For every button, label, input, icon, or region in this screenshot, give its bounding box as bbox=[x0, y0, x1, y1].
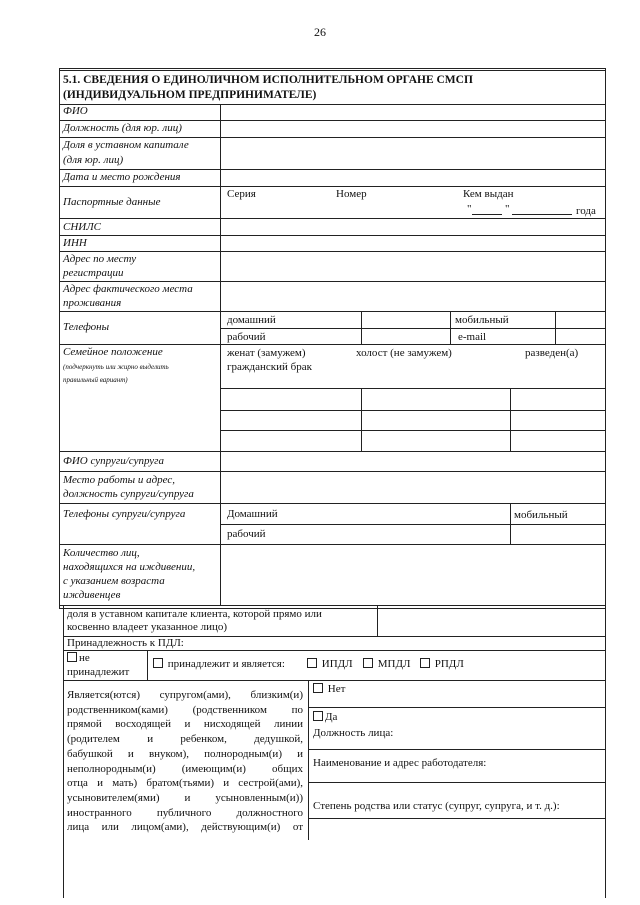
label-share-line2: (для юр. лиц) bbox=[63, 154, 124, 166]
row-divider bbox=[220, 430, 605, 431]
pdl-rpdl-option[interactable]: РПДЛ bbox=[420, 658, 464, 671]
row-divider bbox=[308, 818, 605, 819]
relative-yes-option[interactable]: Да bbox=[313, 711, 337, 724]
family-option-civil[interactable]: гражданский брак bbox=[227, 361, 312, 373]
checkbox-icon[interactable] bbox=[420, 658, 430, 668]
relative-kinship-label: Степень родства или статус (супруг, супруга, и т. д.): bbox=[313, 800, 560, 812]
col-divider bbox=[361, 311, 362, 344]
section-subtitle: (ИНДИВИДУАЛЬНОМ ПРЕДПРИНИМАТЕЛЕ) bbox=[63, 89, 317, 101]
checkbox-icon[interactable] bbox=[307, 658, 317, 668]
label-family-hint-line2: правильный вариант) bbox=[63, 376, 128, 384]
row-divider bbox=[59, 235, 605, 236]
label-spouse-work-line2: должность супруги/супруга bbox=[63, 488, 194, 500]
col-divider bbox=[510, 503, 511, 544]
phone-work-label: рабочий bbox=[227, 331, 266, 343]
section-title: 5.1. СВЕДЕНИЯ О ЕДИНОЛИЧНОМ ИСПОЛНИТЕЛЬНОМ ОРГАНЕ СМСП bbox=[63, 74, 473, 86]
col-divider bbox=[555, 311, 556, 344]
pdl-not-option[interactable]: не bbox=[67, 652, 90, 665]
relative-no-option[interactable]: Нет bbox=[313, 683, 345, 696]
table-right-border bbox=[605, 68, 606, 898]
label-fact-address-line2: проживания bbox=[63, 297, 122, 309]
pdl-heading: Принадлежность к ПДЛ: bbox=[67, 637, 184, 649]
phone-mobile-label: мобильный bbox=[455, 314, 509, 326]
row-divider bbox=[63, 650, 605, 651]
checkbox-icon[interactable] bbox=[363, 658, 373, 668]
row-divider bbox=[59, 311, 605, 312]
label-reg-address-line2: регистрации bbox=[63, 267, 124, 279]
label-dependents-line3: с указанием возраста bbox=[63, 575, 165, 587]
label-spouse-phones: Телефоны супруги/супруга bbox=[63, 508, 186, 520]
relative-position-label: Должность лица: bbox=[313, 727, 394, 739]
label-fio: ФИО bbox=[63, 105, 88, 117]
col-divider bbox=[377, 605, 378, 636]
row-divider bbox=[59, 137, 605, 138]
pdl-belongs-option[interactable]: принадлежит и является: bbox=[153, 658, 285, 671]
email-label: e-mail bbox=[458, 331, 487, 343]
label-position: Должность (для юр. лиц) bbox=[63, 122, 182, 134]
row-divider bbox=[59, 186, 605, 187]
relative-employer-label: Наименование и адрес работодателя: bbox=[313, 757, 487, 769]
page-number: 26 bbox=[314, 25, 326, 39]
passport-month-blank bbox=[512, 214, 572, 215]
row-divider bbox=[59, 169, 605, 170]
row-divider bbox=[308, 782, 605, 783]
checkbox-icon[interactable] bbox=[313, 711, 323, 721]
row-divider bbox=[220, 328, 605, 329]
row-divider bbox=[220, 524, 605, 525]
row-divider bbox=[59, 120, 605, 121]
label-birth: Дата и место рождения bbox=[63, 171, 181, 183]
table-top-border bbox=[59, 68, 605, 69]
col-divider bbox=[147, 650, 148, 680]
family-option-married[interactable]: женат (замужем) bbox=[227, 347, 306, 359]
checkbox-icon[interactable] bbox=[153, 658, 163, 668]
label-spouse-fio: ФИО супруги/супруга bbox=[63, 455, 164, 467]
row-divider bbox=[308, 707, 605, 708]
row-divider bbox=[59, 104, 605, 105]
row-divider bbox=[220, 388, 605, 389]
row-divider bbox=[59, 503, 605, 504]
label-passport: Паспортные данные bbox=[63, 196, 161, 208]
row-divider bbox=[59, 544, 605, 545]
inner-left-border bbox=[63, 605, 64, 898]
pdl-ipdl-option[interactable]: ИПДЛ bbox=[307, 658, 353, 671]
share-owned-text: доля в уставном капитале клиента, которой прямо или bbox=[67, 608, 322, 620]
row-divider bbox=[59, 251, 605, 252]
label-inn: ИНН bbox=[63, 237, 87, 249]
passport-issued-by-label: Кем выдан bbox=[463, 188, 514, 200]
row-divider bbox=[220, 410, 605, 411]
row-divider bbox=[59, 605, 605, 606]
spouse-phone-work-label: рабочий bbox=[227, 528, 266, 540]
family-option-divorced[interactable]: разведен(а) bbox=[525, 347, 579, 359]
row-divider bbox=[59, 281, 605, 282]
col-divider bbox=[361, 388, 362, 451]
label-dependents-line4: иждивенцев bbox=[63, 589, 121, 601]
label-column-divider bbox=[220, 104, 221, 605]
passport-number-label: Номер bbox=[336, 188, 367, 200]
checkbox-icon[interactable] bbox=[67, 652, 77, 662]
col-divider bbox=[510, 388, 511, 451]
family-option-single[interactable]: холост (не замужем) bbox=[356, 347, 452, 359]
label-dependents: Количество лиц, bbox=[63, 547, 140, 559]
table-top-border-inner bbox=[59, 70, 605, 71]
passport-series-label: Серия bbox=[227, 188, 256, 200]
col-divider bbox=[450, 311, 451, 344]
row-divider bbox=[59, 218, 605, 219]
table-left-border bbox=[59, 68, 60, 608]
label-family-hint: (подчеркнуть или жирно выделить bbox=[63, 363, 169, 371]
spouse-phone-home-label: Домашний bbox=[227, 508, 278, 520]
row-divider bbox=[63, 680, 605, 681]
label-snils: СНИЛС bbox=[63, 221, 102, 233]
checkbox-icon[interactable] bbox=[313, 683, 323, 693]
row-divider bbox=[59, 451, 605, 452]
pdl-mpdl-option[interactable]: МПДЛ bbox=[363, 658, 410, 671]
label-dependents-line2: находящихся на иждивении, bbox=[63, 561, 196, 573]
label-phones: Телефоны bbox=[63, 321, 110, 333]
row-divider bbox=[59, 344, 605, 345]
label-fact-address: Адрес фактического места bbox=[63, 283, 193, 295]
label-family: Семейное положение bbox=[63, 346, 163, 358]
passport-year-label: года bbox=[576, 205, 596, 217]
passport-day-blank bbox=[472, 214, 502, 215]
passport-date-quote-close: " bbox=[505, 203, 510, 215]
passport-date-quote-open: " bbox=[467, 203, 472, 215]
label-share: Доля в уставном капитале bbox=[63, 139, 189, 151]
label-spouse-work: Место работы и адрес, bbox=[63, 474, 176, 486]
share-owned-text-line2: косвенно владеет указанное лицо) bbox=[67, 621, 228, 633]
row-divider bbox=[308, 749, 605, 750]
spouse-phone-mobile-label: мобильный bbox=[514, 509, 568, 521]
col-divider bbox=[308, 680, 309, 840]
relative-question: Является(ются) супругом(ами), близким(и) родственником(ками) (родственником по прямой восходящей и нисходящей линии (родителем и ребенком, дедушкой, бабушкой и внуком), полнородным(и) и неполнородным(и) (имеющим(и) общих отца и мать) братом(тьями) и сестрой(ами), усыновителем(ями) и усыновленным(и)) иностранного публичного должностного лица или лицом(ами), действующим(и) от bbox=[67, 689, 303, 834]
label-reg-address: Адрес по месту bbox=[63, 253, 137, 265]
pdl-not-option-line2: принадлежит bbox=[67, 666, 130, 678]
phone-home-label: домашний bbox=[227, 314, 276, 326]
row-divider bbox=[59, 471, 605, 472]
